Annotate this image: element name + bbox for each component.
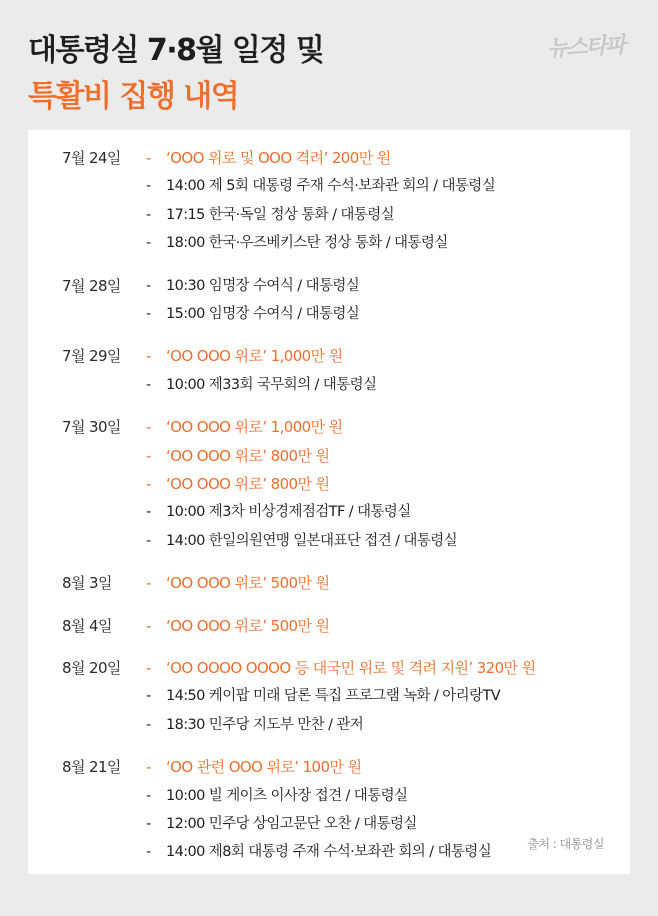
schedule-card [28, 130, 630, 874]
expense-entry: ‘OO OOOO OOOO 등 대국민 위로 및 격려 지원’ 320만 원 [166, 659, 536, 677]
bullet-dash: - [146, 816, 151, 832]
event-entry: 18:30 민주당 지도부 만찬 / 관저 [166, 716, 364, 733]
bullet-dash: - [146, 446, 151, 465]
event-entry: 15:00 임명장 수여식 / 대통령실 [166, 306, 360, 322]
event-entry: 10:30 임명장 수여식 / 대통령실 [166, 277, 360, 294]
bullet-dash: - [146, 235, 151, 252]
page-subtitle: 특활비 집행 내역 [28, 79, 239, 114]
expense-entry: ‘OO OOO 위로’ 500만 원 [166, 616, 330, 635]
event-entry: 17:15 한국·독일 정상 통화 / 대통령실 [166, 206, 395, 223]
bullet-dash: - [146, 532, 151, 549]
bullet-dash: - [146, 504, 151, 521]
bullet-dash: - [146, 844, 151, 861]
event-entry: 18:00 한국·우즈베키스탄 정상 통화 / 대통령실 [166, 235, 448, 252]
schedule-date: 7월 24일 [62, 149, 121, 167]
expense-entry: ‘OO OOO 위로’ 800만 원 [166, 475, 330, 493]
bullet-dash: - [146, 376, 151, 393]
bullet-dash: - [146, 659, 151, 677]
schedule-date: 7월 29일 [62, 347, 121, 366]
bullet-dash: - [146, 475, 151, 493]
schedule-date: 7월 28일 [62, 276, 121, 295]
source-note: 출처 : 대통령실 [527, 837, 604, 851]
expense-entry: ‘OOO 위로 및 OOO 격려’ 200만 원 [166, 149, 391, 167]
schedule-date: 8월 21일 [62, 758, 121, 777]
bullet-dash: - [146, 277, 151, 294]
event-entry: 12:00 민주당 상임고문단 오찬 / 대통령실 [166, 816, 417, 832]
expense-entry: ‘OO OOO 위로’ 1,000만 원 [166, 347, 343, 366]
event-entry: 10:00 제33회 국무회의 / 대통령실 [166, 376, 377, 393]
bullet-dash: - [146, 787, 151, 804]
bullet-dash: - [146, 688, 151, 705]
bullet-dash: - [146, 178, 151, 195]
expense-entry: ‘OO OOO 위로’ 1,000만 원 [166, 418, 343, 437]
bullet-dash: - [146, 616, 151, 635]
bullet-dash: - [146, 206, 151, 223]
bullet-dash: - [146, 716, 151, 733]
bullet-dash: - [146, 347, 151, 366]
bullet-dash: - [146, 758, 151, 777]
page-title: 대통령실 7·8월 일정 및 [28, 33, 324, 68]
schedule-date: 8월 3일 [62, 574, 112, 593]
bullet-dash: - [146, 306, 151, 322]
schedule-date: 8월 20일 [62, 659, 121, 677]
event-entry: 14:00 제8회 대통령 주재 수석·보좌관 회의 / 대통령실 [166, 844, 492, 861]
event-entry: 10:00 빌 게이츠 이사장 접견 / 대통령실 [166, 787, 408, 804]
bullet-dash: - [146, 418, 151, 437]
event-entry: 10:00 제3차 비상경제점검TF / 대통령실 [166, 504, 411, 521]
expense-entry: ‘OO 관련 OOO 위로’ 100만 원 [166, 758, 362, 777]
event-entry: 14:50 케이팝 미래 담론 특집 프로그램 녹화 / 아리랑TV [166, 688, 501, 705]
event-entry: 14:00 한일의원연맹 일본대표단 접견 / 대통령실 [166, 532, 458, 549]
expense-entry: ‘OO OOO 위로’ 500만 원 [166, 574, 330, 593]
schedule-date: 7월 30일 [62, 418, 121, 437]
bullet-dash: - [146, 574, 151, 593]
bullet-dash: - [146, 149, 151, 167]
expense-entry: ‘OO OOO 위로’ 800만 원 [166, 446, 330, 465]
event-entry: 14:00 제 5회 대통령 주재 수석·보좌관 회의 / 대통령실 [166, 178, 496, 195]
newstapa-logo: 뉴스타파 [546, 32, 625, 62]
schedule-date: 8월 4일 [62, 616, 112, 635]
